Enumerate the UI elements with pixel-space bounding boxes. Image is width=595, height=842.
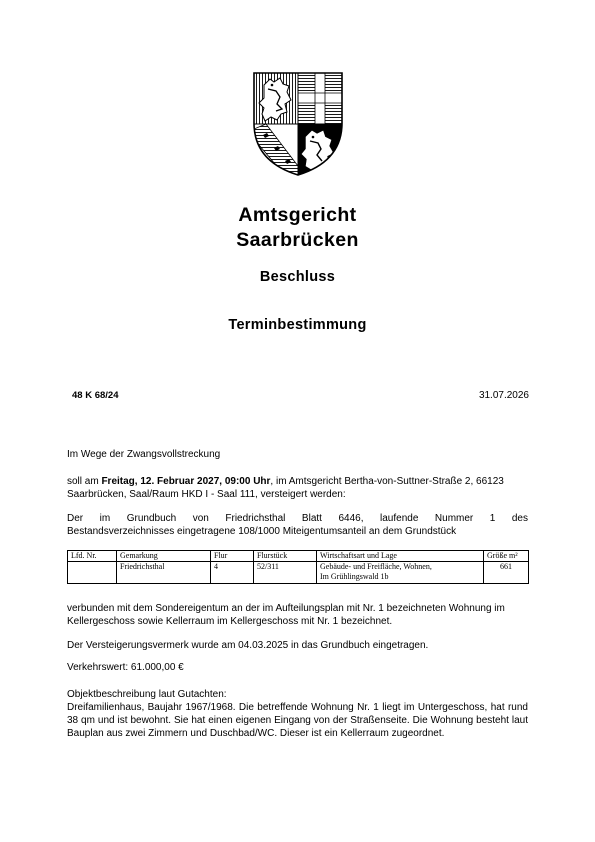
document-type: Beschluss (259, 269, 336, 285)
schedule-paragraph (67, 475, 528, 501)
document-subject: Terminbestimmung (228, 317, 367, 333)
description-heading: Objektbeschreibung laut Gutachten: (67, 689, 227, 700)
intro-text: Im Wege der Zwangsvollstreckung (67, 449, 221, 460)
col-flurstueck: Flurstück (254, 551, 317, 562)
cell-lage-line2: Im Grühlingswald 1b (320, 572, 389, 581)
cell-wirtschaftsart (317, 562, 484, 584)
register-note: Der Versteigerungsvermerk wurde am 04.03.2025 in das Grundbuch eingetragen. (67, 640, 429, 651)
case-number: 48 K 68/24 (72, 390, 119, 401)
table-row (68, 562, 529, 584)
col-groesse: Größe m² (484, 551, 529, 562)
auction-date: Freitag, 12. Februar 2027, 09:00 Uhr (101, 476, 271, 487)
property-line-1: Der im Grundbuch von Friedrichsthal Blatt 6446, laufende Nummer 1 des (67, 513, 528, 524)
court-name-line1: Amtsgericht (238, 204, 357, 226)
document-date: 31.07.2026 (478, 390, 529, 401)
col-gemarkung: Gemarkung (117, 551, 211, 562)
court-name-line2: Saarbrücken (236, 229, 359, 251)
condominium-text: verbunden mit dem Sondereigentum an der im Aufteilungsplan mit Nr. 1 bezeichneten Wohnung im Kellergeschoss sowie Kellerraum im Kellergeschoss mit Nr. 1 bezeichnet. (67, 603, 505, 627)
property-line-2: Bestandsverzeichnisses eingetragene 108/1000 Miteigentumsanteil an dem Grundstück (67, 526, 457, 537)
market-value: Verkehrswert: 61.000,00 € (67, 662, 184, 673)
saarland-coat-of-arms-icon (252, 71, 344, 177)
schedule-location: , im Amtsgericht Bertha-von-Suttner-Straße 2, 66123 Saarbrücken, Saal/Raum HKD I - Saal 111, versteigert werden: (67, 476, 504, 500)
cell-groesse: 661 (484, 562, 529, 584)
parcel-table (67, 550, 529, 584)
col-wirtschaftsart: Wirtschaftsart und Lage (317, 551, 484, 562)
cell-lage-line1: Gebäude- und Freifläche, Wohnen, (320, 562, 432, 571)
description-text: Dreifamilienhaus, Baujahr 1967/1968. Die betreffende Wohnung Nr. 1 liegt im Untergeschoss, hat rund 38 qm und ist bewohnt. Sie hat einen eigenen Eingang von der Straßenseite. Die Wohnung besteht laut Bauplan aus zwei Zimmern und Duschbad/WC. Dieser ist ein Kellerraum zugeordnet. (67, 702, 528, 739)
cell-flur: 4 (211, 562, 254, 584)
col-flur: Flur (211, 551, 254, 562)
schedule-prefix: soll am (67, 476, 102, 487)
cell-lfd-nr (68, 562, 117, 584)
col-lfd-nr: Lfd. Nr. (68, 551, 117, 562)
cell-gemarkung: Friedrichsthal (117, 562, 211, 584)
table-header-row (68, 551, 529, 562)
cell-flurstueck: 52/311 (254, 562, 317, 584)
